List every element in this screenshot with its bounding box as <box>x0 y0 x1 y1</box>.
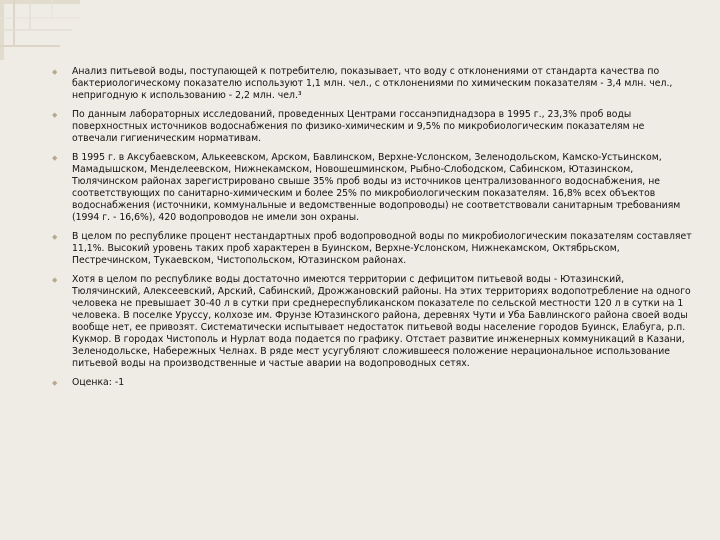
paragraph-text: Хотя в целом по республике воды достаточно имеются территории с дефицитом питьевой воды - Ютазинский, Тюлячинский, Алексеевский, Арский, Сабинский, Дрожжановский районы. На этих территориях водопотребление на одного человека не превышает 30-40 л в сутки при среднереспубликанском показателе по сельской местности 120 л в сутки на 1 человека. В поселке Уруссу, колхозе им. Фрунзе Ютазинского района, деревнях Чути и Уба Бавлинского района своей воды вообще нет, ее привозят. Систематически испытывает недостаток питьевой воды население городов Буинск, Елабуга, р.п. Кукмор. В городах Чистополь и Нурлат вода подается по графику. Отстает развитие инженерных коммуникаций в Казани, Зеленодольске, Набережных Челнах. В ряде мест усугубляют сложившееся положение нерациональное использование питьевой воды на производственные и частые аварии на водопроводных сетях. <box>72 274 691 369</box>
corner-decoration <box>0 0 80 60</box>
list-item <box>52 274 692 370</box>
list-item <box>52 231 692 267</box>
list-item <box>52 152 692 224</box>
paragraph-text: По данным лабораторных исследований, проведенных Центрами госсанэпиднадзора в 1995 г., 23,3% проб воды поверхностных источников водоснабжения по физико-химическим и 9,5% по микробиологическим показателям не отвечали гигиеническим нормативам. <box>72 109 645 144</box>
paragraph-text: Анализ питьевой воды, поступающей к потребителю, показывает, что воду с отклонениями от стандарта качества по бактериологическому показателю используют 1,1 млн. чел., с отклонениями по химическим показателям - 3,4 млн. чел., непригодную к использованию - 2,2 млн. чел.³ <box>72 66 673 101</box>
diamond-bullet-icon: ◆ <box>52 154 58 162</box>
paragraph-text: Оценка: -1 <box>72 377 125 388</box>
list-item <box>52 377 692 389</box>
slide-bullet-list <box>52 66 692 396</box>
diamond-bullet-icon: ◆ <box>52 111 58 119</box>
list-item <box>52 109 692 145</box>
diamond-bullet-icon: ◆ <box>52 68 58 76</box>
diamond-bullet-icon: ◆ <box>52 233 58 241</box>
paragraph-text: В 1995 г. в Аксубаевском, Алькеевском, Арском, Бавлинском, Верхне-Услонском, Зеленодольском, Камско-Устьинском, Мамадышском, Менделеевском, Нижнекамском, Новошешминском, Рыбно-Слободском, Сабинском, Ютазинском, Тюлячинском районах зарегистрировано свыше 35% проб воды из источников централизованного водоснабжения, не соответствующих по санитарно-химическим и более 25% по микробиологическим показателям. 16,8% всех объектов водоснабжения (источники, коммунальные и ведомственные водопроводы) не соответствовали санитарным требованиям (1994 г. - 16,6%), 420 водопроводов не имели зон охраны. <box>72 152 681 223</box>
paragraph-text: В целом по республике процент нестандартных проб водопроводной воды по микробиологическим показателям составляет 11,1%. Высокий уровень таких проб характерен в Буинском, Верхне-Услонском, Нижнекамском, Октябрьском, Пестречинском, Тукаевском, Чистопольском, Ютазинском районах. <box>72 231 692 266</box>
diamond-bullet-icon: ◆ <box>52 379 58 387</box>
list-item <box>52 66 692 102</box>
diamond-bullet-icon: ◆ <box>52 276 58 284</box>
